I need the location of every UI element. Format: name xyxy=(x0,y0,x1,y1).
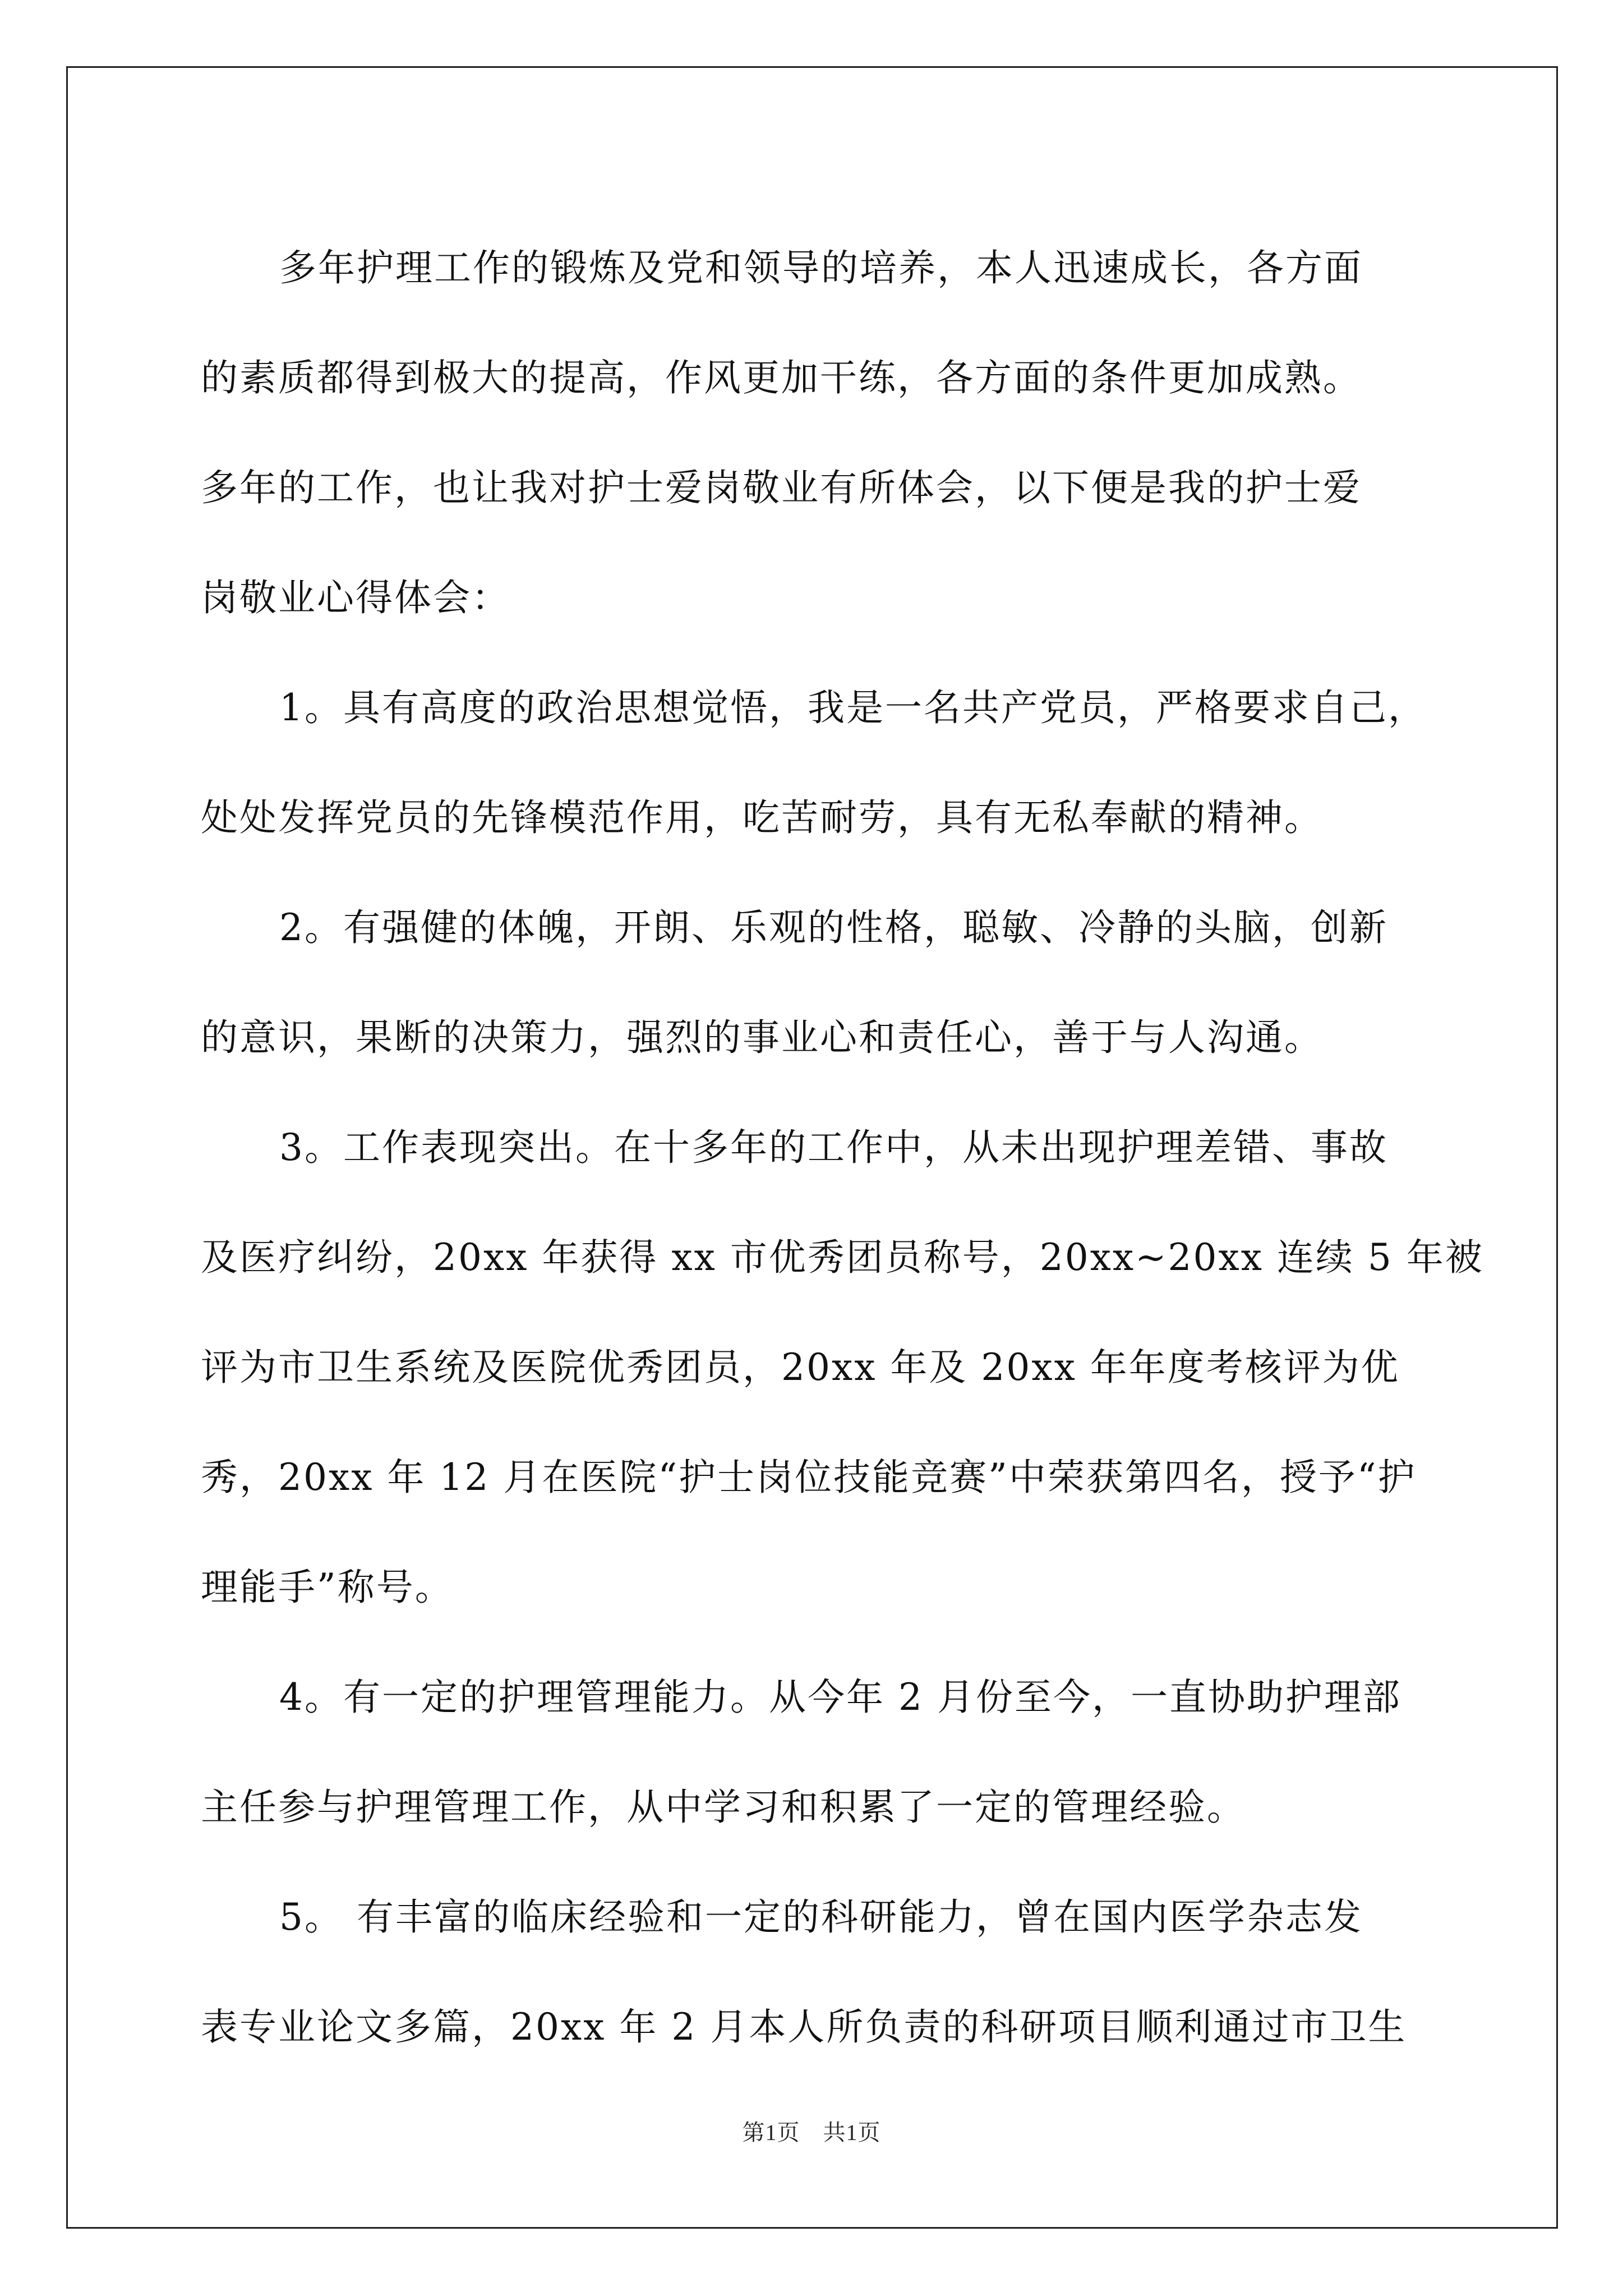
text-line: 表专业论文多篇，20xx 年 2 月本人所负责的科研项目顺利通过市卫生 xyxy=(201,2005,1407,2049)
paragraph-item-3 xyxy=(201,1093,1484,1642)
paragraph-intro xyxy=(201,213,1429,653)
text-line: 的素质都得到极大的提高，作风更加干练，各方面的条件更加成熟。 xyxy=(201,356,1362,399)
paragraph-item-1 xyxy=(201,653,1429,873)
paragraph-item-5 xyxy=(201,1862,1429,2082)
text-line: 5。 有丰富的临床经验和一定的科研能力，曾在国内医学杂志发 xyxy=(279,1895,1363,1939)
page-footer: 第1页 共1页 xyxy=(742,2120,881,2145)
text-line: 主任参与护理管理工作，从中学习和积累了一定的管理经验。 xyxy=(201,1786,1246,1829)
paragraph-item-4 xyxy=(201,1642,1429,1862)
text-line: 多年的工作，也让我对护士爱岗敬业有所体会，以下便是我的护士爱 xyxy=(201,466,1362,509)
text-line: 4。有一定的护理管理能力。从今年 2 月份至今，一直协助护理部 xyxy=(279,1676,1401,1719)
paragraph-item-2 xyxy=(201,873,1429,1093)
text-line: 1。具有高度的政治思想觉悟，我是一名共产党员，严格要求自己， xyxy=(279,686,1427,729)
text-line: 处处发挥党员的先锋模范作用，吃苦耐劳，具有无私奉献的精神。 xyxy=(201,796,1323,839)
text-line: 评为市卫生系统及医院优秀团员，20xx 年及 20xx 年年度考核评为优 xyxy=(201,1346,1400,1389)
text-line: 的意识，果断的决策力，强烈的事业心和责任心，善于与人沟通。 xyxy=(201,1016,1323,1059)
document-body xyxy=(201,213,1484,2082)
text-line: 岗敬业心得体会： xyxy=(201,576,510,619)
text-line: 2。有强健的体魄，开朗、乐观的性格，聪敏、冷静的头脑，创新 xyxy=(279,906,1388,949)
text-line: 3。工作表现突出。在十多年的工作中，从未出现护理差错、事故 xyxy=(279,1126,1388,1169)
text-line: 秀，20xx 年 12 月在医院“护士岗位技能竞赛”中荣获第四名，授予“护 xyxy=(201,1456,1417,1499)
text-line: 理能手”称号。 xyxy=(201,1566,454,1609)
text-line: 多年护理工作的锻炼及党和领导的培养，本人迅速成长，各方面 xyxy=(279,246,1363,289)
text-line: 及医疗纠纷，20xx 年获得 xx 市优秀团员称号，20xx~20xx 连续 5 年被 xyxy=(201,1236,1484,1279)
